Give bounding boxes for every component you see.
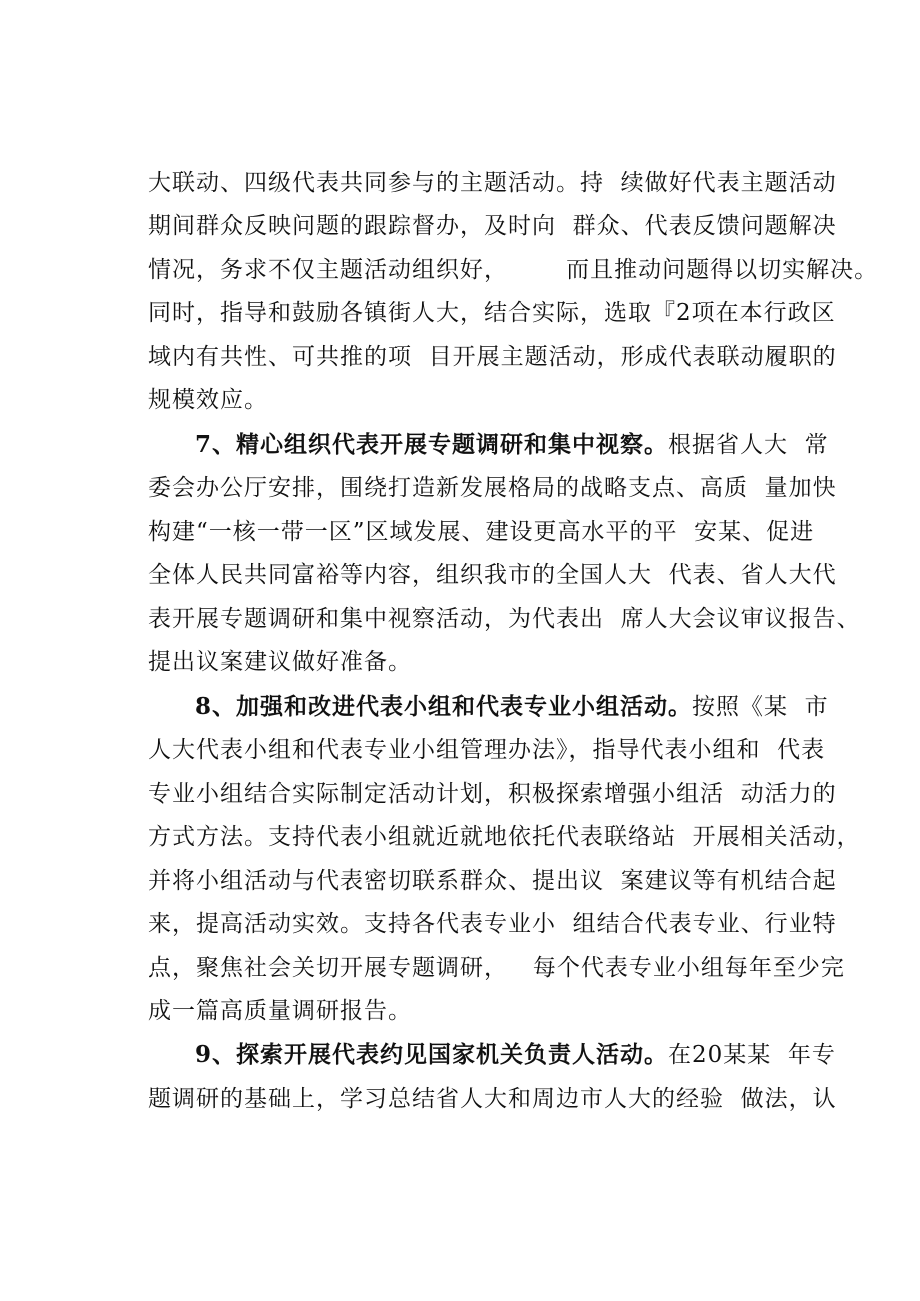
text-line: 域内有共性、可共推的项 目开展主题活动，形成代表联动履职的 <box>148 344 837 370</box>
text-line: 大联动、四级代表共同参与的主题活动。持 续做好代表主题活动 <box>148 170 837 196</box>
text-line: 来，提高活动实效。支持各代表专业小 组结合代表专业、行业特 <box>148 911 837 937</box>
first-line-text: 在20某某 年专 <box>668 1042 836 1068</box>
text-line: 全体人民共同富裕等内容，组织我市的全国人大 代表、省人大代 <box>148 562 837 588</box>
text-line: 委会办公厅安排，围绕打造新发展格局的战略支点、高质 量加快 <box>148 475 837 501</box>
text-line: 题调研的基础上，学习总结省人大和周边市人大的经验 做法，认 <box>148 1086 837 1112</box>
first-line-text: 按照《某 市 <box>692 694 829 720</box>
paragraph-first-line <box>195 692 829 722</box>
text-line: 成一篇高质量调研报告。 <box>148 998 412 1024</box>
paragraph-heading: 7、精心组织代表开展专题调研和集中视察。 <box>195 431 669 458</box>
paragraph-first-line <box>195 1040 836 1070</box>
paragraph-heading: 8、加强和改进代表小组和代表专业小组活动。 <box>195 693 693 720</box>
text-line: 提出议案建议做好准备。 <box>148 649 412 675</box>
text-line: 并将小组活动与代表密切联系群众、提出议 案建议等有机结合起 <box>148 868 837 894</box>
text-line: 情况，务求不仅主题活动组织好， 而且推动问题得以切实解决。 <box>148 257 879 283</box>
text-line: 同时，指导和鼓励各镇街人大，结合实际，选取『2项在本行政区 <box>148 300 836 326</box>
paragraph-first-line <box>195 430 829 460</box>
text-line: 表开展专题调研和集中视察活动，为代表出 席人大会议审议报告、 <box>148 606 861 632</box>
paragraph-heading: 9、探索开展代表约见国家机关负责人活动。 <box>195 1041 669 1068</box>
text-line: 构建“一核一带一区”区域发展、建设更高水平的平 安某、促进 <box>148 519 815 545</box>
text-line: 规模效应。 <box>148 387 268 413</box>
text-line: 专业小组结合实际制定活动计划，积极探索增强小组活 动活力的 <box>148 781 837 807</box>
first-line-text: 根据省人大 常 <box>668 432 829 458</box>
text-line: 方式方法。支持代表小组就近就地依托代表联络站 开展相关活动， <box>148 824 861 850</box>
text-line: 点，聚焦社会关切开展专题调研， 每个代表专业小组每年至少完 <box>148 955 845 981</box>
text-line: 人大代表小组和代表专业小组管理办法》，指导代表小组和 代表 <box>148 737 826 763</box>
text-line: 期间群众反映问题的跟踪督办，及时向 群众、代表反馈问题解决 <box>148 213 837 239</box>
